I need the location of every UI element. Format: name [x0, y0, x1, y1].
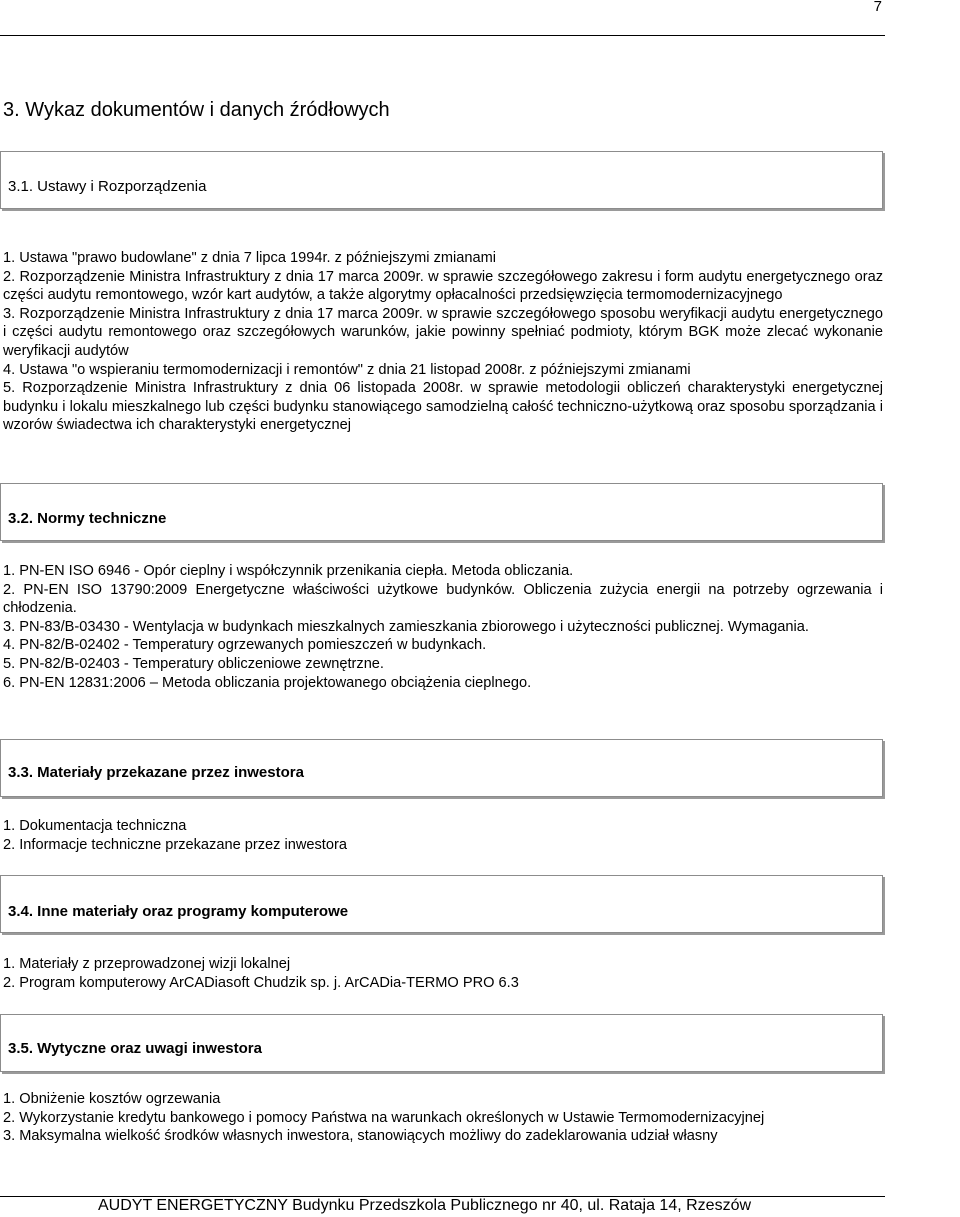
section-title: 3.4. Inne materiały oraz programy komputerowe	[8, 903, 349, 920]
section-header-box	[0, 151, 883, 209]
section-list	[3, 955, 883, 992]
section-list	[3, 817, 883, 854]
section-title: 3.2. Normy techniczne	[8, 510, 167, 527]
list-item: 3. Rozporządzenie Ministra Infrastruktury z dnia 17 marca 2009r. w sprawie szczegółowego sposobu weryfikacji audytu energetycznego i części audytu remontowego oraz szczegółowych warunków, jakie powinny spełniać podmioty, którym BGK może zlecać wykonanie weryfikacji audytów	[3, 305, 883, 359]
section-header-box	[0, 483, 883, 541]
list-item: 1. Dokumentacja techniczna	[3, 818, 187, 834]
footer-text: AUDYT ENERGETYCZNY Budynku Przedszkola Publicznego nr 40, ul. Rataja 14, Rzeszów	[98, 1197, 752, 1214]
section-list	[3, 249, 883, 435]
list-item: 5. Rozporządzenie Ministra Infrastruktury z dnia 06 listopada 2008r. w sprawie metodologii obliczeń charakterystyki energetycznej budynku i lokalu mieszkalnego lub części budynku stanowiącego samodzielną całość techniczno-użytkową oraz sposobu sporządzania i wzorów świadectwa ich charakterystyki energetycznej	[3, 380, 883, 434]
section-header-box	[0, 875, 883, 933]
list-item: 2. Program komputerowy ArCADiasoft Chudzik sp. j. ArCADia-TERMO PRO 6.3	[3, 974, 519, 991]
list-item: 6. PN-EN 12831:2006 – Metoda obliczania projektowanego obciążenia cieplnego.	[3, 674, 532, 691]
list-item: 4. PN-82/B-02402 - Temperatury ogrzewanych pomieszczeń w budynkach.	[3, 637, 487, 654]
list-item: 1. Obniżenie kosztów ogrzewania	[3, 1091, 221, 1107]
section-title: 3.5. Wytyczne oraz uwagi inwestora	[8, 1040, 262, 1057]
list-item: 1. Materiały z przeprowadzonej wizji lokalnej	[3, 956, 291, 972]
main-heading: 3. Wykaz dokumentów i danych źródłowych	[3, 99, 390, 121]
list-item: 1. PN-EN ISO 6946 - Opór cieplny i współczynnik przenikania ciepła. Metoda obliczania.	[3, 563, 574, 579]
page-number: 7	[873, 0, 882, 15]
section-title: 3.1. Ustawy i Rozporządzenia	[8, 178, 207, 195]
section-title: 3.3. Materiały przekazane przez inwestora	[8, 764, 304, 781]
header-rule	[0, 35, 885, 36]
list-item: 3. PN-83/B-03430 - Wentylacja w budynkach mieszkalnych zamieszkania zbiorowego i użyteczności publicznej. Wymagania.	[3, 618, 809, 635]
list-item: 2. Wykorzystanie kredytu bankowego i pomocy Państwa na warunkach określonych w Ustawie Termomodernizacyjnej	[3, 1109, 765, 1126]
list-item: 3. Maksymalna wielkość środków własnych inwestora, stanowiących możliwy do zadeklarowania udział własny	[3, 1128, 718, 1145]
list-item: 2. Informacje techniczne przekazane przez inwestora	[3, 836, 347, 853]
list-item: 2. PN-EN ISO 13790:2009 Energetyczne właściwości użytkowe budynków. Obliczenia zużycia energii na potrzeby ogrzewania i chłodzenia.	[3, 581, 883, 617]
list-item: 2. Rozporządzenie Ministra Infrastruktury z dnia 17 marca 2009r. w sprawie szczegółowego zakresu i form audytu energetycznego oraz części audytu remontowego, wzór kart audytów, a także algorytmy opłacalności przedsięwzięcia termomodernizacyjnego	[3, 268, 883, 304]
list-item: 1. Ustawa "prawo budowlane" z dnia 7 lipca 1994r. z późniejszymi zmianami	[3, 250, 497, 266]
list-item: 5. PN-82/B-02403 - Temperatury obliczeniowe zewnętrzne.	[3, 655, 384, 672]
section-header-box	[0, 739, 883, 797]
list-item: 4. Ustawa "o wspieraniu termomodernizacji i remontów" z dnia 21 listopad 2008r. z późniejszymi zmianami	[3, 361, 691, 378]
section-header-box	[0, 1014, 883, 1072]
section-list	[3, 562, 883, 692]
section-list	[3, 1090, 883, 1146]
